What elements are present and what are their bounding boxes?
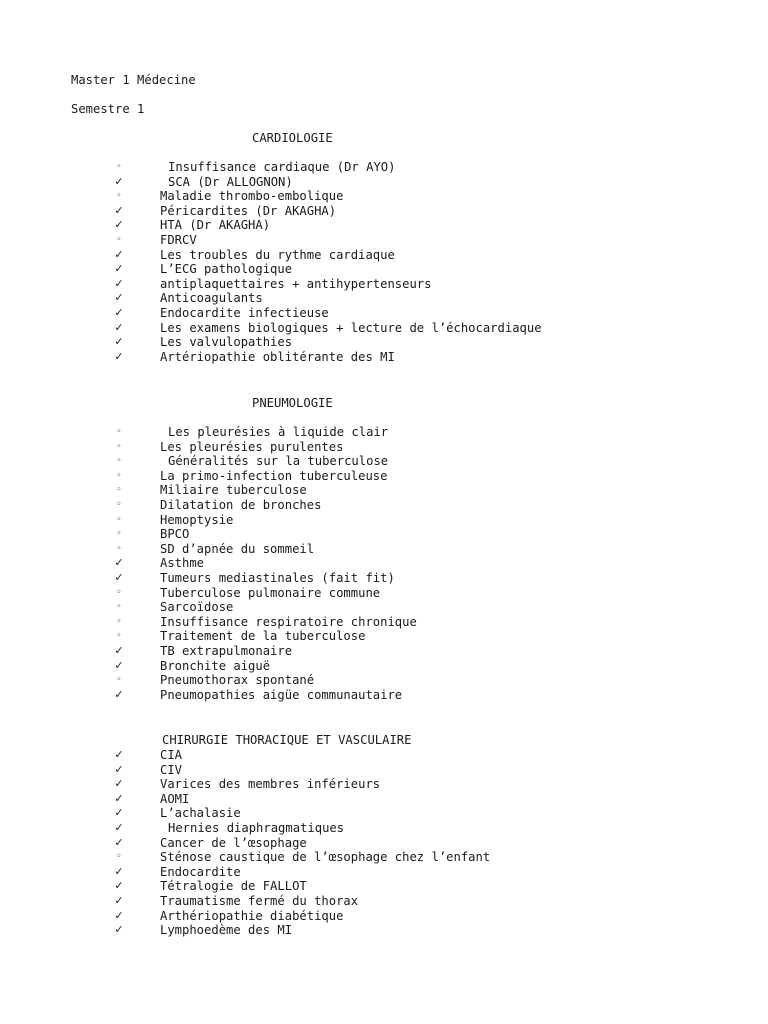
list-item-label: Généralités sur la tuberculose bbox=[168, 454, 389, 469]
open-bullet-icon: ◦ bbox=[116, 441, 122, 452]
list-item-label: Miliaire tuberculose bbox=[160, 483, 307, 498]
list-item bbox=[0, 321, 768, 336]
open-bullet-icon: ◦ bbox=[116, 456, 122, 467]
open-bullet-icon: ◦ bbox=[116, 485, 122, 496]
checkmark-icon: ✓ bbox=[114, 687, 124, 701]
list-item bbox=[0, 262, 768, 277]
list-item bbox=[0, 821, 768, 836]
list-item bbox=[0, 865, 768, 880]
list-item bbox=[0, 218, 768, 233]
checkmark-icon: ✓ bbox=[114, 748, 124, 761]
list-item-label: Les pleurésies à liquide clair bbox=[168, 425, 389, 439]
list-item bbox=[0, 277, 768, 292]
list-item bbox=[0, 233, 768, 248]
list-item bbox=[0, 806, 768, 821]
list-item-label: Sarcoïdose bbox=[160, 600, 234, 615]
list-item-label: Lymphoedème des MI bbox=[160, 923, 293, 938]
list-item-label: Traitement de la tuberculose bbox=[160, 629, 366, 644]
list-item bbox=[0, 748, 768, 763]
list-item-label: Les examens biologiques + lecture de l’échocardiaque bbox=[160, 320, 542, 335]
checkmark-icon: ✓ bbox=[114, 791, 124, 805]
list-item bbox=[0, 777, 768, 792]
list-item bbox=[0, 894, 768, 909]
list-item-label: TB extrapulmonaire bbox=[160, 643, 293, 658]
list-item bbox=[0, 879, 768, 894]
list-item bbox=[0, 629, 768, 644]
open-bullet-icon: ◦ bbox=[116, 191, 122, 202]
list-item bbox=[0, 586, 768, 601]
checkmark-icon: ✓ bbox=[114, 305, 124, 319]
list-item bbox=[0, 498, 768, 513]
list-item bbox=[0, 850, 768, 865]
checkmark-icon: ✓ bbox=[114, 806, 124, 820]
list-item bbox=[0, 204, 768, 219]
checkmark-icon: ✓ bbox=[114, 349, 124, 363]
section-title-pneumologie: PNEUMOLOGIE bbox=[252, 396, 333, 410]
list-item-label: Dilatation de bronches bbox=[160, 497, 322, 512]
list-item bbox=[0, 615, 768, 630]
list-item-label: Endocardite bbox=[160, 864, 241, 879]
checkmark-icon: ✓ bbox=[114, 262, 124, 276]
list-item-label: Insuffisance cardiaque (Dr AYO) bbox=[168, 160, 396, 174]
list-item bbox=[0, 454, 768, 469]
list-item bbox=[0, 160, 768, 175]
section-title-chirurgie: CHIRURGIE THORACIQUE ET VASCULAIRE bbox=[162, 733, 412, 747]
list-item bbox=[0, 644, 768, 659]
topic-list-chirurgie bbox=[0, 748, 768, 938]
semester-label: Semestre 1 bbox=[71, 102, 145, 116]
list-item bbox=[0, 483, 768, 498]
checkmark-icon: ✓ bbox=[114, 643, 124, 657]
list-item-label: Sténose caustique de l’œsophage chez l’enfant bbox=[160, 850, 491, 865]
list-item-label: Cancer de l’œsophage bbox=[160, 835, 307, 850]
list-item-label: Péricardites (Dr AKAGHA) bbox=[160, 203, 337, 218]
list-item bbox=[0, 189, 768, 204]
list-item-label: Varices des membres inférieurs bbox=[160, 777, 381, 792]
list-item bbox=[0, 659, 768, 674]
list-item bbox=[0, 350, 768, 365]
list-item-label: Artériopathie oblitérante des MI bbox=[160, 349, 395, 364]
open-bullet-icon: ◦ bbox=[116, 427, 122, 437]
document-title: Master 1 Médecine bbox=[71, 73, 196, 87]
list-item-label: AOMI bbox=[160, 791, 190, 806]
list-item-label: Pneumopathies aigüe communautaire bbox=[160, 687, 403, 702]
open-bullet-icon: ◦ bbox=[116, 162, 122, 172]
list-item bbox=[0, 335, 768, 350]
topic-list-pneumologie bbox=[0, 425, 768, 702]
topic-list-cardiologie bbox=[0, 160, 768, 364]
list-item-label: FDRCV bbox=[160, 232, 197, 247]
list-item bbox=[0, 542, 768, 557]
list-item bbox=[0, 688, 768, 703]
list-item bbox=[0, 527, 768, 542]
list-item bbox=[0, 175, 768, 190]
list-item-label: SCA (Dr ALLOGNON) bbox=[168, 174, 293, 189]
list-item bbox=[0, 792, 768, 807]
list-item bbox=[0, 291, 768, 306]
list-item bbox=[0, 440, 768, 455]
open-bullet-icon: ◦ bbox=[116, 514, 122, 525]
checkmark-icon: ✓ bbox=[114, 320, 124, 334]
checkmark-icon: ✓ bbox=[114, 276, 124, 290]
open-bullet-icon: ◦ bbox=[116, 616, 122, 627]
list-item bbox=[0, 923, 768, 938]
checkmark-icon: ✓ bbox=[114, 658, 124, 672]
checkmark-icon: ✓ bbox=[114, 908, 124, 922]
checkmark-icon: ✓ bbox=[114, 570, 124, 584]
list-item-label: L’ECG pathologique bbox=[160, 262, 293, 277]
list-item-label: HTA (Dr AKAGHA) bbox=[160, 218, 271, 233]
checkmark-icon: ✓ bbox=[114, 777, 124, 791]
list-item-label: Les troubles du rythme cardiaque bbox=[160, 247, 395, 262]
list-item bbox=[0, 763, 768, 778]
open-bullet-icon: ◦ bbox=[116, 631, 122, 642]
list-item-label: CIV bbox=[160, 762, 183, 777]
checkmark-icon: ✓ bbox=[114, 335, 124, 349]
list-item-label: Endocardite infectieuse bbox=[160, 305, 329, 320]
list-item-label: Les pleurésies purulentes bbox=[160, 439, 344, 454]
list-item-label: antiplaquettaires + antihypertenseurs bbox=[160, 276, 432, 291]
open-bullet-icon: ◦ bbox=[116, 234, 122, 245]
list-item bbox=[0, 600, 768, 615]
list-item-label: Maladie thrombo-embolique bbox=[160, 189, 344, 204]
list-item bbox=[0, 673, 768, 688]
open-bullet-icon: ◦ bbox=[116, 499, 122, 510]
list-item-label: Arthériopathie diabétique bbox=[160, 908, 344, 923]
checkmark-icon: ✓ bbox=[114, 218, 124, 232]
checkmark-icon: ✓ bbox=[114, 556, 124, 570]
list-item-label: BPCO bbox=[160, 527, 190, 542]
list-item-label: Pneumothorax spontané bbox=[160, 673, 315, 688]
list-item-label: Bronchite aiguë bbox=[160, 658, 271, 673]
list-item bbox=[0, 556, 768, 571]
checkmark-icon: ✓ bbox=[114, 879, 124, 893]
list-item-label: Asthme bbox=[160, 556, 205, 571]
checkmark-icon: ✓ bbox=[114, 923, 124, 937]
list-item-label: Tétralogie de FALLOT bbox=[160, 879, 307, 894]
open-bullet-icon: ◦ bbox=[116, 602, 122, 613]
open-bullet-icon: ◦ bbox=[116, 675, 122, 686]
list-item bbox=[0, 909, 768, 924]
open-bullet-icon: ◦ bbox=[116, 543, 122, 554]
list-item-label: Les valvulopathies bbox=[160, 335, 293, 350]
list-item-label: La primo-infection tuberculeuse bbox=[160, 468, 388, 483]
checkmark-icon: ✓ bbox=[114, 291, 124, 305]
open-bullet-icon: ◦ bbox=[116, 852, 122, 863]
list-item bbox=[0, 248, 768, 263]
checkmark-icon: ✓ bbox=[114, 247, 124, 261]
list-item-label: Anticoagulants bbox=[160, 291, 263, 306]
list-item-label: Hernies diaphragmatiques bbox=[168, 820, 345, 835]
list-item-label: Tumeurs mediastinales (fait fit) bbox=[160, 570, 395, 585]
list-item bbox=[0, 469, 768, 484]
checkmark-icon: ✓ bbox=[114, 835, 124, 849]
list-item-label: CIA bbox=[160, 748, 183, 762]
list-item-label: Insuffisance respiratoire chronique bbox=[160, 614, 417, 629]
open-bullet-icon: ◦ bbox=[116, 470, 122, 481]
list-item bbox=[0, 513, 768, 528]
list-item-label: Hemoptysie bbox=[160, 512, 234, 527]
list-item bbox=[0, 425, 768, 440]
list-item-label: Traumatisme fermé du thorax bbox=[160, 893, 359, 908]
checkmark-icon: ✓ bbox=[114, 174, 124, 188]
list-item-label: SD d’apnée du sommeil bbox=[160, 541, 315, 556]
open-bullet-icon: ◦ bbox=[116, 587, 122, 598]
checkmark-icon: ✓ bbox=[114, 203, 124, 217]
checkmark-icon: ✓ bbox=[114, 893, 124, 907]
checkmark-icon: ✓ bbox=[114, 762, 124, 776]
section-title-cardiologie: CARDIOLOGIE bbox=[252, 131, 333, 145]
list-item-label: Tuberculose pulmonaire commune bbox=[160, 585, 381, 600]
list-item-label: L’achalasie bbox=[160, 806, 241, 821]
open-bullet-icon: ◦ bbox=[116, 529, 122, 540]
list-item bbox=[0, 571, 768, 586]
checkmark-icon: ✓ bbox=[114, 864, 124, 878]
checkmark-icon: ✓ bbox=[114, 820, 124, 834]
list-item bbox=[0, 836, 768, 851]
list-item bbox=[0, 306, 768, 321]
